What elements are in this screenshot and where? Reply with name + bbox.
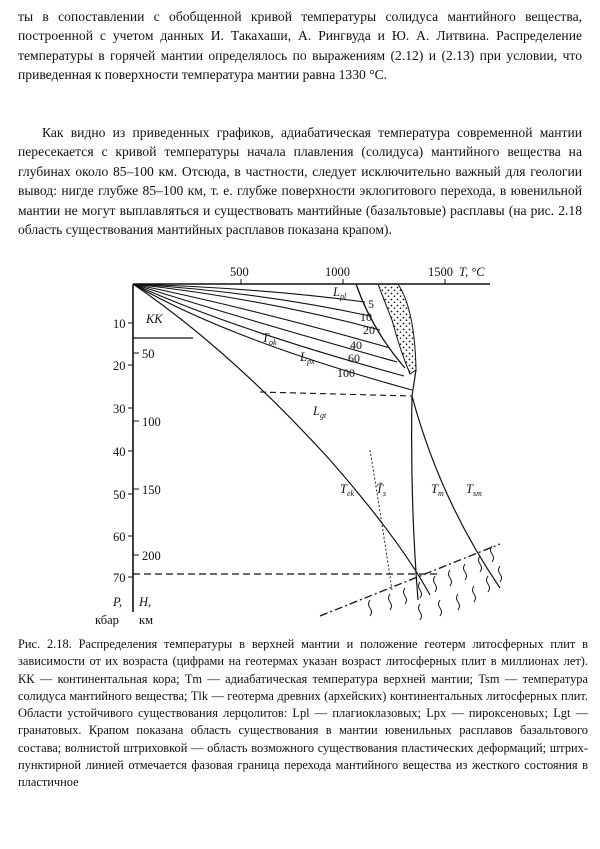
pressure-tick-label: 50 <box>113 488 126 502</box>
kk-label: КК <box>146 312 163 326</box>
pressure-tick-label: 10 <box>113 317 126 331</box>
tsm-label: $T_{sm}$ <box>466 482 482 498</box>
temp-axis-label: T, °C <box>459 265 485 279</box>
pressure-tick-label: 40 <box>113 445 126 459</box>
tm-label: $T_m$ <box>431 482 444 498</box>
temp-tick-label: 1500 <box>428 265 453 279</box>
pressure-tick-label: 70 <box>113 571 126 585</box>
depth-tick-label: 50 <box>142 347 155 361</box>
tek-label: $T_{ek}$ <box>340 482 355 498</box>
tsm-curve <box>412 370 500 588</box>
caption-number: Рис. 2.18. <box>18 637 72 651</box>
depth-unit: км <box>139 613 153 627</box>
figure-temperature-geotherms <box>0 250 600 634</box>
melt-region <box>378 284 416 374</box>
pressure-tick-label: 60 <box>113 530 126 544</box>
depth-label: H, <box>139 595 152 609</box>
lpl-label: $L_{pl}$ <box>333 285 347 301</box>
lgt-label: $L_{gt}$ <box>313 404 327 420</box>
ts-curve <box>370 450 392 590</box>
tok-label: $T_{ok}$ <box>262 331 277 347</box>
temp-tick-label: 1000 <box>325 265 350 279</box>
brittle-plastic-boundary <box>320 544 500 616</box>
pressure-label: P, <box>113 595 123 609</box>
geotherm-age-label: 100 <box>337 366 355 380</box>
depth-tick-label: 200 <box>142 549 161 563</box>
pressure-tick-label: 20 <box>113 359 126 373</box>
geotherm-age-label: 40 <box>350 338 362 352</box>
geotherm-age-label: 10 <box>360 310 372 324</box>
geotherm-age-label: 5 <box>368 297 374 311</box>
depth-tick-label: 100 <box>142 415 161 429</box>
paragraph-2: Как видно из приведенных графиков, адиабатическая температура современной мантии пересекается с кривой температуры начала плавления (солидуса) мантийного вещества на глубинах около 85–100 км. Отсюда, в частности, следует исключительно важный для геологии вывод: нигде глубже 85–100 км, т. е. глубже поверхности эклогитового перехода, в ювенильной мантии не могут выплавляться и существовать мантийные (базальтовые) расплавы (на рис. 2.18 область существования мантийных расплавов показана крапом). <box>18 125 582 238</box>
pressure-unit: кбар <box>95 613 119 627</box>
depth-ticks <box>133 353 139 555</box>
pressure-tick-label: 30 <box>113 402 126 416</box>
temp-tick-label: 500 <box>230 265 249 279</box>
caption-text: Распределения температуры в верхней мантии и положение геотерм литосферных плит в зависимости от их возраста (цифрами на геотермах указан возраст литосферных плит в миллионах лет). КК — континентальная кора; Tm — адиабатическая температура верхней мантии; Tsm — температура солидуса мантийного вещества; Tlk — геотерма древних (архейских) континентальных литосферных плит. Области устойчивого существования лерцолитов: Lpl — плагиоклазовых; Lpx — пироксеновых; Lgt — гранатовых. Крапом показана область существования в мантии ювенильных расплавов базальтового состава; волнистой штриховкой — область возможного существования пластических деформаций; штрих-пунктирной линией отмечается фазовая граница перехода мантийного вещества из жесткого состояния в пластичное <box>18 637 588 790</box>
geotherm-age-label: 60 <box>348 351 360 365</box>
lpx-label: $L_{px}$ <box>300 350 315 366</box>
tek-curve <box>133 284 430 595</box>
lpx-lgt-boundary <box>260 392 412 396</box>
ts-label: $T̃_s$ <box>376 482 387 498</box>
depth-tick-label: 150 <box>142 483 161 497</box>
paragraph-1: ты в сопоставлении с обобщенной кривой температуры солидуса мантийного вещества, построенной с учетом данных И. Такахаши, А. Рингвуда и Ю. А. Литвина. Распределение температуры в горячей мантии определялось по выражениям (2.12) и (2.13) при условии, что приведенная к поверхности температура мантии равна 1330 °C. <box>18 9 582 83</box>
plastic-deformation-hatching <box>369 546 502 620</box>
geotherm-age-label: 20 <box>363 323 375 337</box>
figure-caption <box>18 636 588 792</box>
